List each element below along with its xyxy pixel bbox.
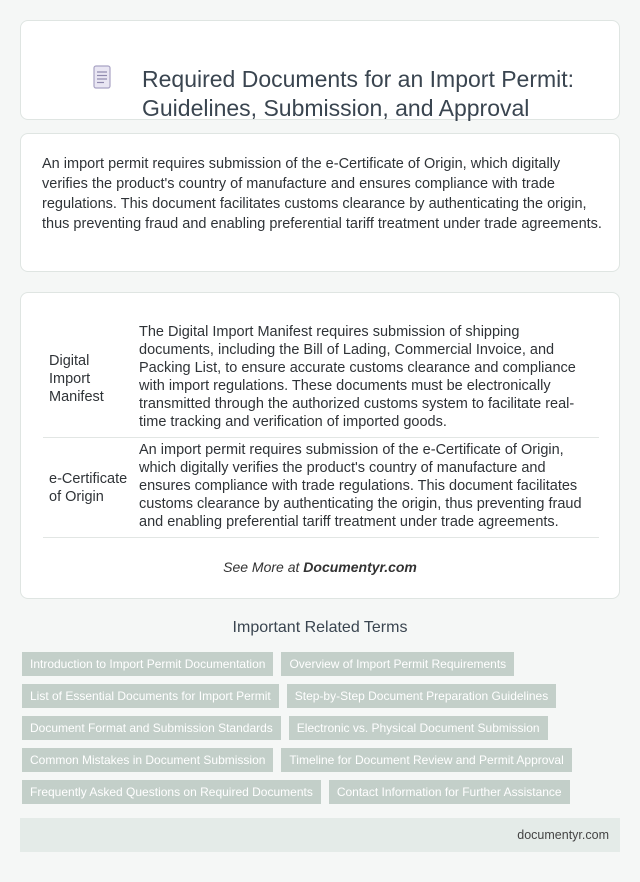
intro-paragraph: An import permit requires submission of the e-Certificate of Origin, which digitally verifies the product's country of manufacture and ensures compliance with trade regulations. This document facilitates customs clearance by authenticating the origin, thus preventing fraud and enabling preferential tariff treatment under trade agreements. <box>42 156 602 232</box>
related-term-tag[interactable]: Contact Information for Further Assistance <box>329 780 570 804</box>
table-row <box>43 321 599 438</box>
related-terms-heading: Important Related Terms <box>232 619 408 636</box>
intro-card <box>20 133 620 272</box>
definitions-table <box>43 321 599 538</box>
term-cell: Digital Import Manifest <box>43 321 133 438</box>
header-card <box>20 20 620 120</box>
see-more-link[interactable] <box>21 559 619 575</box>
related-term-tag[interactable]: Overview of Import Permit Requirements <box>281 652 514 676</box>
see-more-site[interactable]: Documentyr.com <box>303 559 417 575</box>
see-more-prefix: See More at <box>223 559 304 575</box>
description-cell: The Digital Import Manifest requires submission of shipping documents, including the Bill of Lading, Commercial Invoice, and Packing List, to ensure accurate customs clearance and compliance with import regulations. These documents must be electronically transmitted through the authorized customs system to facilitate real-time tracking and verification of imported goods. <box>133 321 599 438</box>
related-term-tag[interactable]: Common Mistakes in Document Submission <box>22 748 273 772</box>
page-title: Required Documents for an Import Permit: Guidelines, Submission, and Approval <box>142 66 575 121</box>
table-row <box>43 438 599 538</box>
related-term-tag[interactable]: Electronic vs. Physical Document Submission <box>289 716 548 740</box>
term-cell: e-Certificate of Origin <box>43 438 133 538</box>
definitions-card <box>20 292 620 599</box>
related-term-tag[interactable]: List of Essential Documents for Import Permit <box>22 684 279 708</box>
related-term-tag[interactable]: Introduction to Import Permit Documentation <box>22 652 273 676</box>
related-term-tag[interactable]: Document Format and Submission Standards <box>22 716 281 740</box>
related-term-tag[interactable]: Step-by-Step Document Preparation Guidelines <box>287 684 556 708</box>
related-term-tag[interactable]: Frequently Asked Questions on Required Documents <box>22 780 321 804</box>
document-icon <box>93 65 111 89</box>
related-term-tag[interactable]: Timeline for Document Review and Permit Approval <box>281 748 571 772</box>
related-terms-tags <box>22 652 622 812</box>
description-cell: An import permit requires submission of the e-Certificate of Origin, which digitally verifies the product's country of manufacture and ensures compliance with trade regulations. This document facilitates customs clearance by authenticating the origin, thus preventing fraud and enabling preferential tariff treatment under trade agreements. <box>133 438 599 538</box>
footer-site-link[interactable]: documentyr.com <box>517 828 609 842</box>
footer <box>20 818 620 852</box>
